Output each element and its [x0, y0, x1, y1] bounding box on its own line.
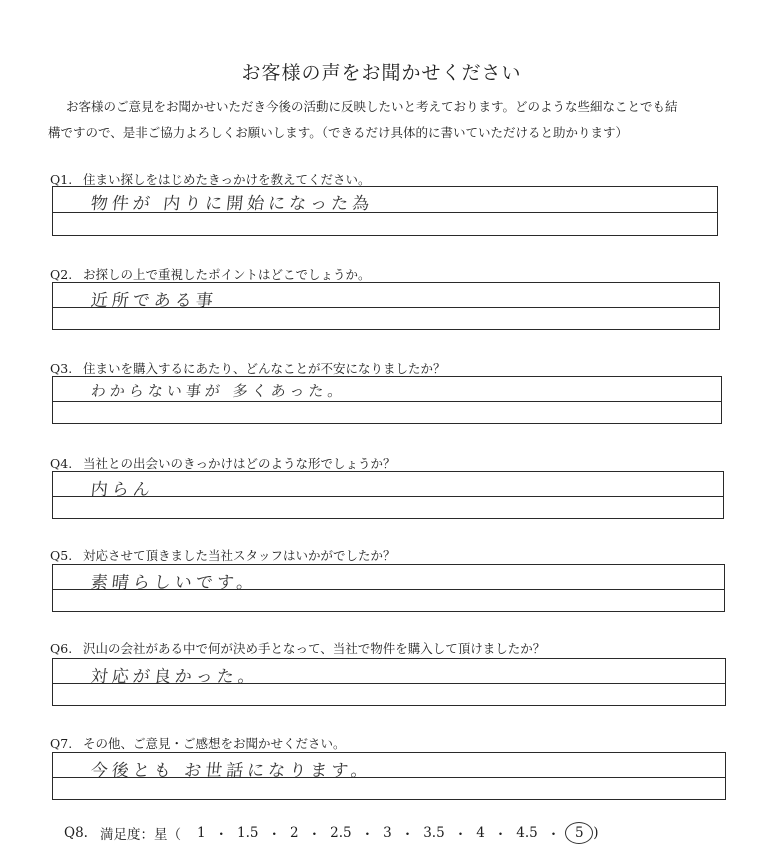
rating-separator: ・ — [307, 827, 322, 843]
answer-box-6[interactable] — [52, 658, 726, 706]
intro-line-2: 構ですので、是非ご協力よろしくお願いします。（できるだけ具体的に書いていただけると助かります） — [48, 125, 629, 140]
rating-separator: ・ — [546, 827, 561, 843]
question-text: 沢山の会社がある中で何が決め手となって、当社で物件を購入して頂けましたか？ — [83, 641, 546, 656]
rating-option[interactable]: 4 — [476, 825, 485, 841]
rating-option-selected[interactable]: 5 — [565, 822, 593, 844]
rating-separator: ・ — [214, 827, 229, 843]
answer-text-7: 今後とも お世話になります。 — [89, 761, 373, 781]
answer-box-7[interactable] — [52, 752, 726, 800]
rating-option[interactable]: 2.5 — [330, 825, 352, 841]
intro-line-1: お客様のご意見をお聞かせいただき今後の活動に反映したいと考えております。どのような些細なことでも結 — [66, 99, 678, 114]
question-number: Q1. — [50, 172, 73, 187]
intro-text — [48, 94, 738, 146]
question-text: 対応させて頂きました当社スタッフはいかがでしたか？ — [83, 548, 396, 563]
question-2 — [50, 265, 371, 283]
rating-option[interactable]: 2 — [290, 825, 299, 841]
rating-option[interactable]: 1 — [196, 825, 206, 841]
answer-box-3[interactable] — [52, 376, 722, 424]
question-text: その他、ご意見・ご感想をお聞かせください。 — [83, 736, 346, 751]
answer-box-5[interactable] — [52, 564, 725, 612]
rating-option[interactable]: 1.5 — [237, 825, 259, 841]
rating-separator: ・ — [453, 827, 468, 843]
answer-text-3: わからない事が 多くあった。 — [90, 382, 348, 400]
satisfaction-rating — [64, 822, 599, 844]
question-4 — [50, 454, 396, 472]
page-title: お客様の声をお聞かせください — [241, 62, 522, 84]
question-number: Q5. — [50, 548, 73, 563]
rating-label: 満足度：星（ — [99, 827, 181, 843]
rating-option[interactable]: 3 — [383, 825, 392, 841]
question-text: 住まいを購入するにあたり、どんなことが不安になりましたか？ — [83, 361, 446, 376]
question-number: Q7. — [50, 736, 73, 751]
answer-text-5: 素晴らしいです。 — [89, 573, 259, 593]
answer-text-4: 内らん — [89, 480, 155, 500]
rating-separator: ・ — [360, 827, 375, 843]
rating-separator: ・ — [267, 827, 282, 843]
question-text: 住まい探しをはじめたきっかけを教えてください。 — [83, 172, 371, 187]
answer-text-1: 物件が 内りに開始になった為 — [89, 194, 375, 214]
question-number: Q6. — [50, 641, 73, 656]
question-number: Q4. — [50, 456, 73, 471]
question-number: Q2. — [50, 267, 73, 282]
rating-option[interactable]: 3.5 — [423, 825, 445, 841]
rating-option[interactable]: 4.5 — [516, 825, 538, 841]
answer-text-6: 対応が良かった。 — [89, 667, 260, 687]
rating-separator: ・ — [400, 827, 415, 843]
question-number: Q8. — [64, 825, 88, 841]
question-number: Q3. — [50, 361, 73, 376]
answer-text-2: 近所である事 — [89, 291, 218, 311]
question-6 — [50, 639, 545, 657]
answer-box-1[interactable] — [52, 186, 718, 236]
question-3 — [50, 359, 446, 377]
question-5 — [50, 546, 396, 564]
answer-box-4[interactable] — [52, 471, 724, 519]
answer-box-2[interactable] — [52, 282, 720, 330]
question-text: 当社との出会いのきっかけはどのような形でしょうか？ — [83, 456, 396, 471]
rating-close: ) — [593, 825, 599, 841]
rating-separator: ・ — [493, 827, 508, 843]
question-7 — [50, 734, 346, 752]
question-text: お探しの上で重視したポイントはどこでしょうか。 — [83, 267, 371, 282]
